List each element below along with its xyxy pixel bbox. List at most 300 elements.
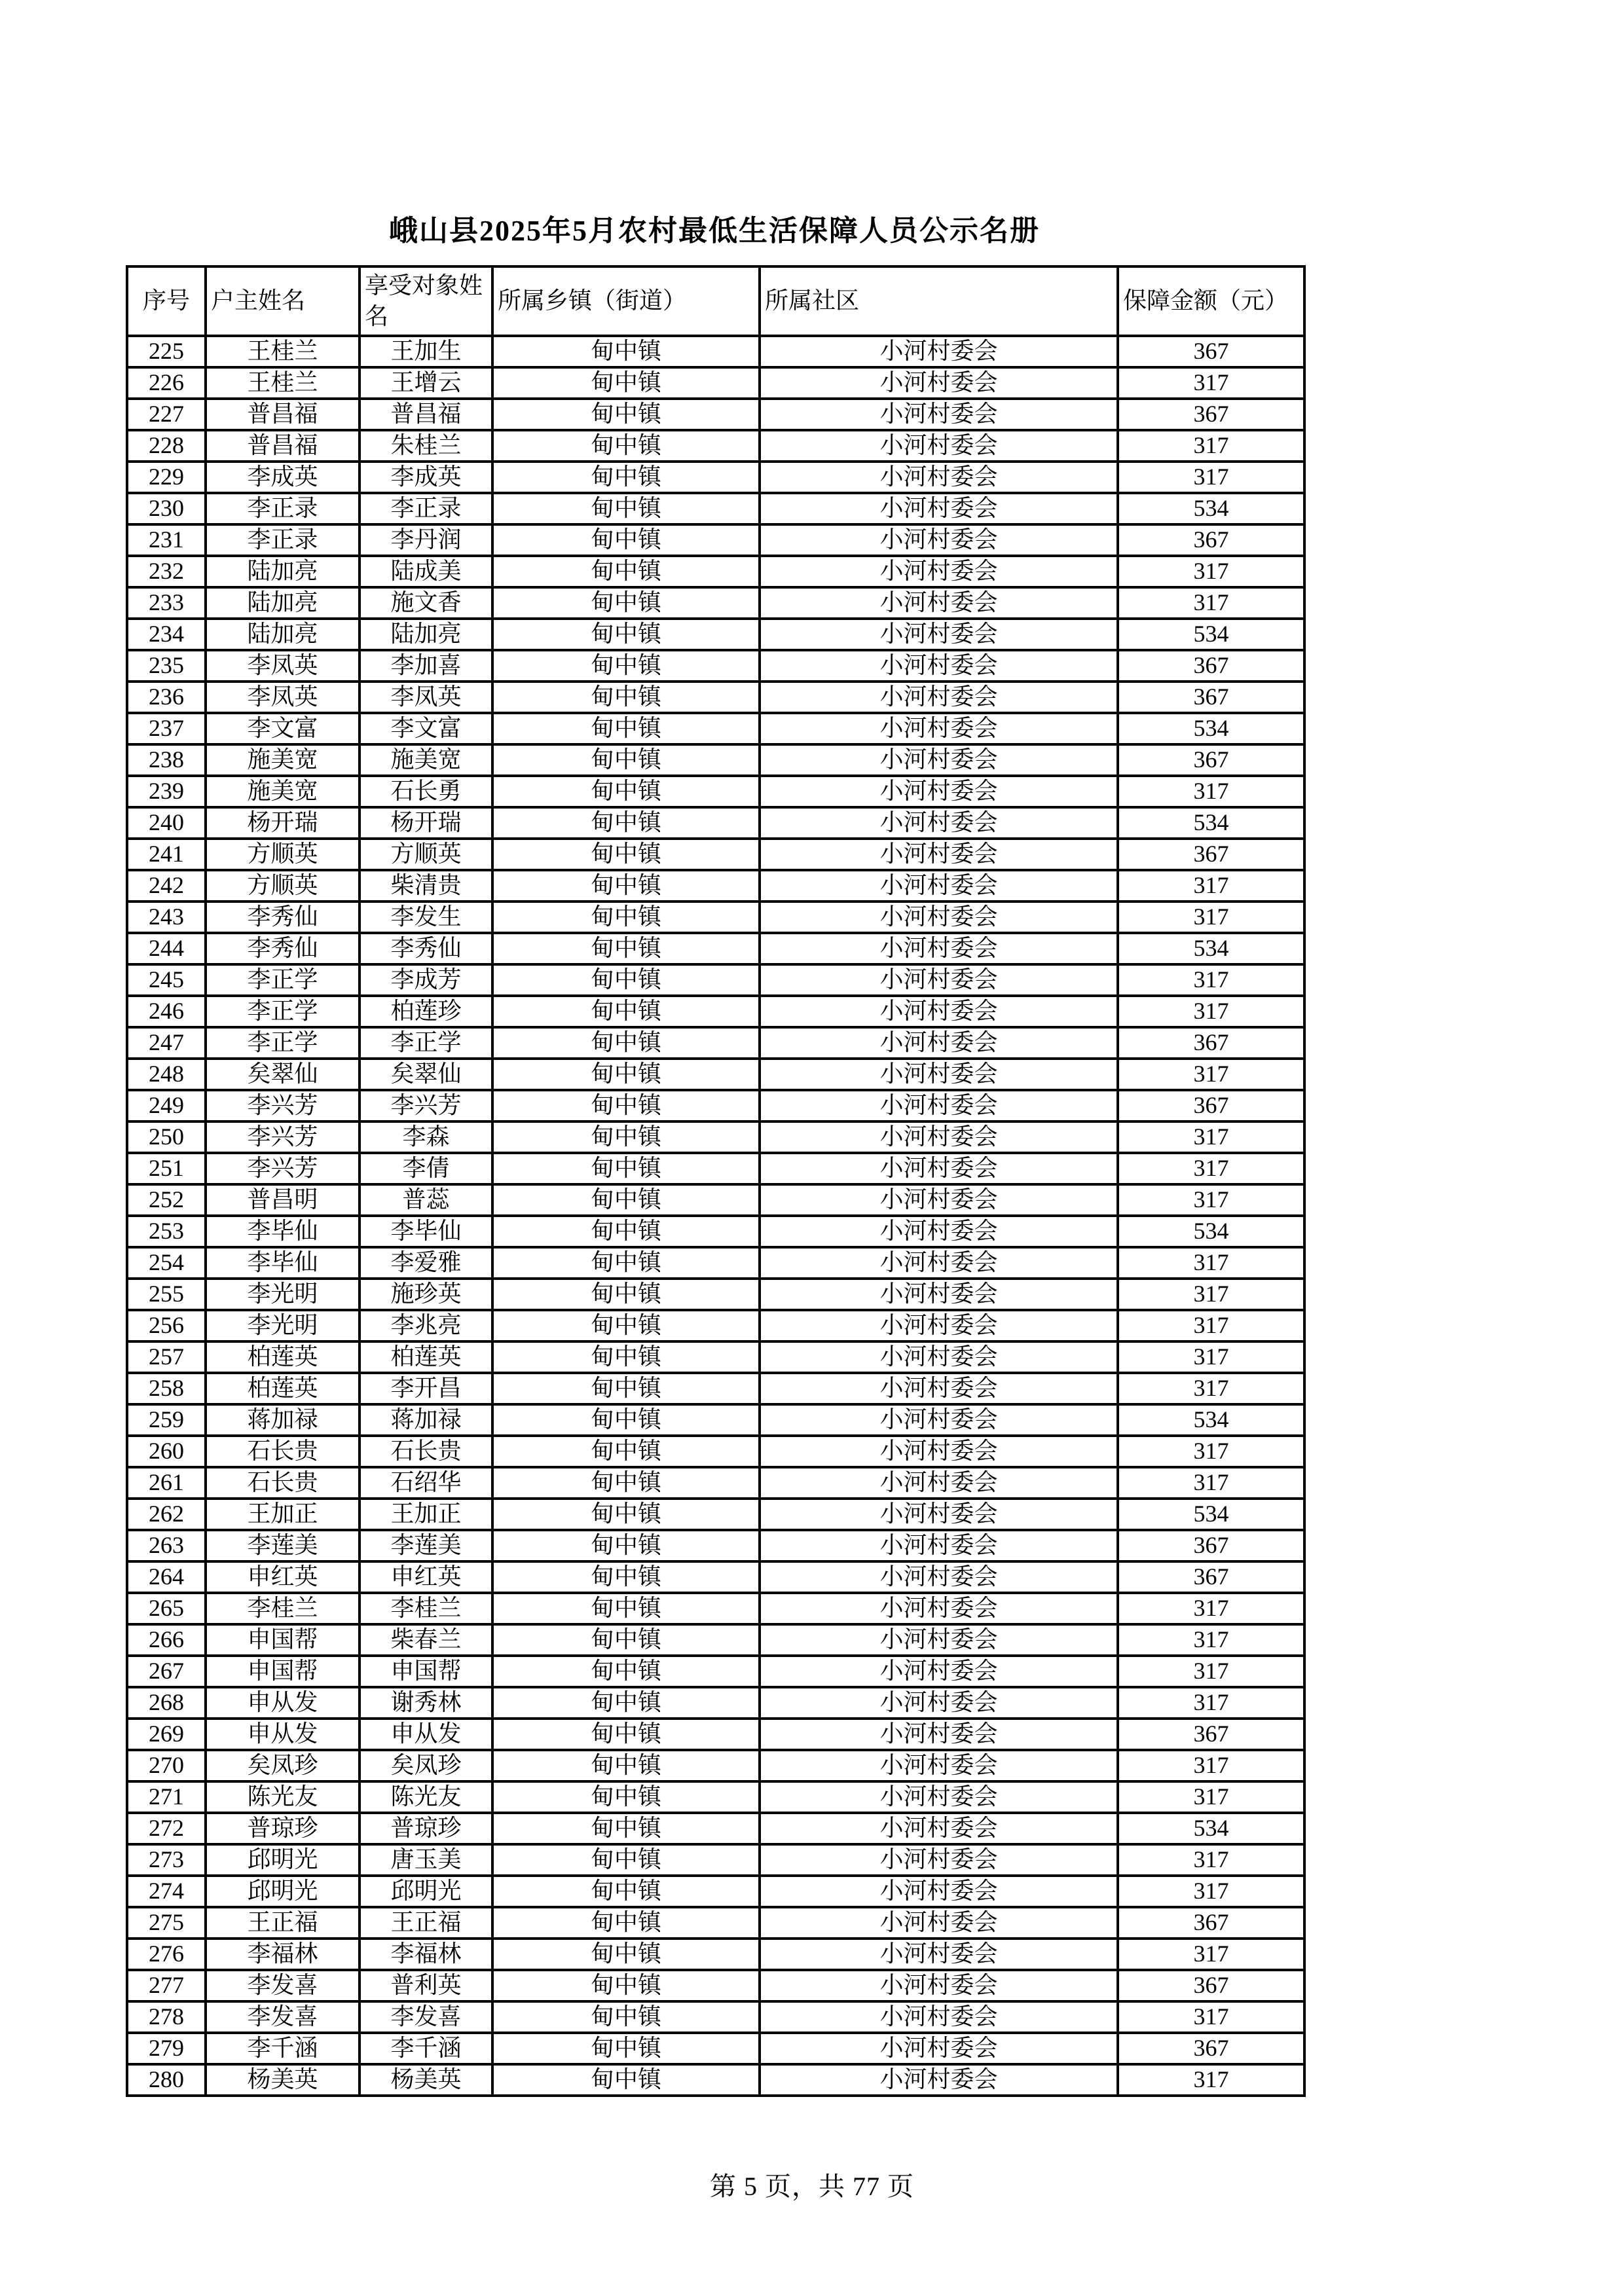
household-name-cell: 邱明光 [206,1876,360,1907]
community-cell: 小河村委会 [760,1970,1118,2001]
beneficiary-name-cell: 谢秀林 [360,1687,492,1719]
seq-cell: 259 [127,1404,206,1436]
table-row [127,619,1304,650]
township-cell: 甸中镇 [492,1121,760,1153]
amount-cell: 317 [1118,1373,1304,1404]
household-name-cell: 李成英 [206,462,360,493]
amount-cell: 317 [1118,870,1304,902]
seq-cell: 266 [127,1624,206,1656]
household-name-cell: 王桂兰 [206,367,360,399]
community-cell: 小河村委会 [760,1939,1118,1970]
seq-cell: 255 [127,1279,206,1310]
household-name-cell: 普昌福 [206,430,360,462]
township-cell: 甸中镇 [492,902,760,933]
township-cell: 甸中镇 [492,1687,760,1719]
amount-cell: 317 [1118,1687,1304,1719]
seq-cell: 239 [127,776,206,807]
table-row [127,839,1304,870]
beneficiary-name-cell: 李爱雅 [360,1247,492,1279]
township-cell: 甸中镇 [492,1499,760,1530]
column-header-household-name: 户主姓名 [206,266,360,336]
township-cell: 甸中镇 [492,1404,760,1436]
table-row [127,1279,1304,1310]
amount-cell: 317 [1118,1593,1304,1624]
household-name-cell: 王桂兰 [206,336,360,367]
table-row [127,1153,1304,1184]
community-cell: 小河村委会 [760,1561,1118,1593]
beneficiary-name-cell: 方顺英 [360,839,492,870]
table-row [127,1059,1304,1090]
township-cell: 甸中镇 [492,650,760,682]
township-cell: 甸中镇 [492,1656,760,1687]
beneficiary-name-cell: 矣翠仙 [360,1059,492,1090]
community-cell: 小河村委会 [760,1279,1118,1310]
table-row [127,1687,1304,1719]
seq-cell: 263 [127,1530,206,1561]
household-name-cell: 陆加亮 [206,619,360,650]
household-name-cell: 陆加亮 [206,556,360,587]
household-name-cell: 李文富 [206,713,360,744]
table-row [127,650,1304,682]
community-cell: 小河村委会 [760,1341,1118,1373]
amount-cell: 317 [1118,1121,1304,1153]
table-row [127,462,1304,493]
community-cell: 小河村委会 [760,1750,1118,1781]
beneficiary-name-cell: 柴春兰 [360,1624,492,1656]
table-row [127,713,1304,744]
table-row [127,1184,1304,1216]
household-name-cell: 石长贵 [206,1436,360,1467]
community-cell: 小河村委会 [760,650,1118,682]
community-cell: 小河村委会 [760,996,1118,1027]
amount-cell: 534 [1118,1499,1304,1530]
household-name-cell: 石长贵 [206,1467,360,1499]
beneficiary-name-cell: 王加生 [360,336,492,367]
community-cell: 小河村委会 [760,430,1118,462]
community-cell: 小河村委会 [760,462,1118,493]
community-cell: 小河村委会 [760,1499,1118,1530]
seq-cell: 227 [127,399,206,430]
township-cell: 甸中镇 [492,996,760,1027]
amount-cell: 317 [1118,1844,1304,1876]
beneficiary-name-cell: 柏莲珍 [360,996,492,1027]
seq-cell: 254 [127,1247,206,1279]
seq-cell: 241 [127,839,206,870]
community-cell: 小河村委会 [760,839,1118,870]
amount-cell: 317 [1118,1184,1304,1216]
community-cell: 小河村委会 [760,1624,1118,1656]
community-cell: 小河村委会 [760,1876,1118,1907]
table-row [127,1907,1304,1939]
seq-cell: 270 [127,1750,206,1781]
beneficiary-name-cell: 李加喜 [360,650,492,682]
table-row [127,399,1304,430]
column-header-township: 所属乡镇（街道） [492,266,760,336]
township-cell: 甸中镇 [492,933,760,964]
seq-cell: 267 [127,1656,206,1687]
beneficiary-name-cell: 陆成美 [360,556,492,587]
household-name-cell: 李莲美 [206,1530,360,1561]
beneficiary-name-cell: 李丹润 [360,524,492,556]
household-name-cell: 李正学 [206,1027,360,1059]
table-row [127,430,1304,462]
household-name-cell: 蒋加禄 [206,1404,360,1436]
community-cell: 小河村委会 [760,1719,1118,1750]
household-name-cell: 普昌明 [206,1184,360,1216]
amount-cell: 367 [1118,682,1304,713]
township-cell: 甸中镇 [492,807,760,839]
beneficiary-name-cell: 李发生 [360,902,492,933]
beneficiary-name-cell: 申红英 [360,1561,492,1593]
seq-cell: 275 [127,1907,206,1939]
seq-cell: 252 [127,1184,206,1216]
seq-cell: 231 [127,524,206,556]
township-cell: 甸中镇 [492,367,760,399]
community-cell: 小河村委会 [760,1184,1118,1216]
community-cell: 小河村委会 [760,619,1118,650]
township-cell: 甸中镇 [492,1813,760,1844]
household-name-cell: 李福林 [206,1939,360,1970]
amount-cell: 317 [1118,430,1304,462]
beneficiary-name-cell: 石长贵 [360,1436,492,1467]
table-row [127,807,1304,839]
table-row [127,996,1304,1027]
household-name-cell: 王加正 [206,1499,360,1530]
community-cell: 小河村委会 [760,870,1118,902]
table-row [127,1027,1304,1059]
community-cell: 小河村委会 [760,902,1118,933]
community-cell: 小河村委会 [760,776,1118,807]
township-cell: 甸中镇 [492,493,760,524]
seq-cell: 273 [127,1844,206,1876]
table-row [127,1436,1304,1467]
township-cell: 甸中镇 [492,1090,760,1121]
beneficiary-name-cell: 杨开瑞 [360,807,492,839]
seq-cell: 245 [127,964,206,996]
seq-cell: 262 [127,1499,206,1530]
township-cell: 甸中镇 [492,1593,760,1624]
household-name-cell: 邱明光 [206,1844,360,1876]
household-name-cell: 李光明 [206,1279,360,1310]
township-cell: 甸中镇 [492,1719,760,1750]
community-cell: 小河村委会 [760,1530,1118,1561]
amount-cell: 317 [1118,1467,1304,1499]
seq-cell: 226 [127,367,206,399]
table-row [127,493,1304,524]
household-name-cell: 李千涵 [206,2033,360,2064]
household-name-cell: 方顺英 [206,870,360,902]
community-cell: 小河村委会 [760,336,1118,367]
beneficiary-name-cell: 王增云 [360,367,492,399]
amount-cell: 534 [1118,807,1304,839]
beneficiary-name-cell: 李发喜 [360,2001,492,2033]
township-cell: 甸中镇 [492,1153,760,1184]
table-row [127,1719,1304,1750]
table-row [127,1970,1304,2001]
community-cell: 小河村委会 [760,682,1118,713]
household-name-cell: 李秀仙 [206,902,360,933]
community-cell: 小河村委会 [760,1404,1118,1436]
township-cell: 甸中镇 [492,1436,760,1467]
township-cell: 甸中镇 [492,1216,760,1247]
seq-cell: 236 [127,682,206,713]
community-cell: 小河村委会 [760,1687,1118,1719]
seq-cell: 271 [127,1781,206,1813]
beneficiary-name-cell: 石长勇 [360,776,492,807]
household-name-cell: 施美宽 [206,744,360,776]
township-cell: 甸中镇 [492,744,760,776]
seq-cell: 229 [127,462,206,493]
community-cell: 小河村委会 [760,744,1118,776]
table-row [127,1844,1304,1876]
table-row [127,1121,1304,1153]
table-row [127,682,1304,713]
amount-cell: 317 [1118,1876,1304,1907]
township-cell: 甸中镇 [492,713,760,744]
household-name-cell: 申从发 [206,1719,360,1750]
table-row [127,870,1304,902]
household-name-cell: 陈光友 [206,1781,360,1813]
beneficiary-name-cell: 矣凤珍 [360,1750,492,1781]
amount-cell: 317 [1118,1310,1304,1341]
community-cell: 小河村委会 [760,399,1118,430]
community-cell: 小河村委会 [760,1059,1118,1090]
township-cell: 甸中镇 [492,1781,760,1813]
amount-cell: 534 [1118,493,1304,524]
household-name-cell: 柏莲英 [206,1341,360,1373]
beneficiary-name-cell: 李莲美 [360,1530,492,1561]
beneficiary-name-cell: 朱桂兰 [360,430,492,462]
amount-cell: 367 [1118,839,1304,870]
amount-cell: 317 [1118,964,1304,996]
seq-cell: 250 [127,1121,206,1153]
table-row [127,1561,1304,1593]
township-cell: 甸中镇 [492,1907,760,1939]
beneficiary-name-cell: 王加正 [360,1499,492,1530]
community-cell: 小河村委会 [760,1467,1118,1499]
household-name-cell: 李正学 [206,996,360,1027]
household-name-cell: 李正录 [206,524,360,556]
community-cell: 小河村委会 [760,713,1118,744]
table-row [127,1341,1304,1373]
household-name-cell: 杨美英 [206,2064,360,2096]
seq-cell: 280 [127,2064,206,2096]
amount-cell: 367 [1118,1719,1304,1750]
amount-cell: 317 [1118,1750,1304,1781]
amount-cell: 367 [1118,744,1304,776]
household-name-cell: 李凤英 [206,682,360,713]
community-cell: 小河村委会 [760,1090,1118,1121]
beneficiary-name-cell: 李千涵 [360,2033,492,2064]
amount-cell: 367 [1118,1970,1304,2001]
community-cell: 小河村委会 [760,1656,1118,1687]
township-cell: 甸中镇 [492,1970,760,2001]
table-row [127,1216,1304,1247]
amount-cell: 534 [1118,1404,1304,1436]
township-cell: 甸中镇 [492,1279,760,1310]
household-name-cell: 柏莲英 [206,1373,360,1404]
beneficiary-name-cell: 李秀仙 [360,933,492,964]
roster-table [126,265,1306,2097]
amount-cell: 317 [1118,776,1304,807]
township-cell: 甸中镇 [492,399,760,430]
amount-cell: 317 [1118,2001,1304,2033]
community-cell: 小河村委会 [760,524,1118,556]
beneficiary-name-cell: 申从发 [360,1719,492,1750]
seq-cell: 243 [127,902,206,933]
table-row [127,1750,1304,1781]
table-row [127,587,1304,619]
beneficiary-name-cell: 李桂兰 [360,1593,492,1624]
amount-cell: 317 [1118,1279,1304,1310]
table-row [127,1624,1304,1656]
seq-cell: 257 [127,1341,206,1373]
community-cell: 小河村委会 [760,807,1118,839]
household-name-cell: 李正学 [206,964,360,996]
township-cell: 甸中镇 [492,524,760,556]
table-row [127,933,1304,964]
household-name-cell: 李秀仙 [206,933,360,964]
household-name-cell: 李兴芳 [206,1153,360,1184]
beneficiary-name-cell: 陆加亮 [360,619,492,650]
township-cell: 甸中镇 [492,839,760,870]
beneficiary-name-cell: 普利英 [360,1970,492,2001]
beneficiary-name-cell: 李正录 [360,493,492,524]
beneficiary-name-cell: 普昌福 [360,399,492,430]
community-cell: 小河村委会 [760,367,1118,399]
household-name-cell: 李桂兰 [206,1593,360,1624]
amount-cell: 317 [1118,996,1304,1027]
township-cell: 甸中镇 [492,2001,760,2033]
column-header-beneficiary-name: 享受对象姓名 [360,266,492,336]
household-name-cell: 申从发 [206,1687,360,1719]
beneficiary-name-cell: 施美宽 [360,744,492,776]
amount-cell: 317 [1118,902,1304,933]
household-name-cell: 申红英 [206,1561,360,1593]
seq-cell: 249 [127,1090,206,1121]
household-name-cell: 李正录 [206,493,360,524]
community-cell: 小河村委会 [760,2064,1118,2096]
column-header-seq: 序号 [127,266,206,336]
table-row [127,556,1304,587]
community-cell: 小河村委会 [760,556,1118,587]
seq-cell: 265 [127,1593,206,1624]
township-cell: 甸中镇 [492,1530,760,1561]
community-cell: 小河村委会 [760,1781,1118,1813]
beneficiary-name-cell: 王正福 [360,1907,492,1939]
beneficiary-name-cell: 李正学 [360,1027,492,1059]
seq-cell: 225 [127,336,206,367]
seq-cell: 274 [127,1876,206,1907]
township-cell: 甸中镇 [492,430,760,462]
beneficiary-name-cell: 柴清贵 [360,870,492,902]
seq-cell: 279 [127,2033,206,2064]
community-cell: 小河村委会 [760,1907,1118,1939]
beneficiary-name-cell: 李文富 [360,713,492,744]
household-name-cell: 施美宽 [206,776,360,807]
township-cell: 甸中镇 [492,1310,760,1341]
household-name-cell: 矣凤珍 [206,1750,360,1781]
table-row [127,2033,1304,2064]
seq-cell: 248 [127,1059,206,1090]
table-row [127,1467,1304,1499]
township-cell: 甸中镇 [492,2064,760,2096]
township-cell: 甸中镇 [492,1750,760,1781]
seq-cell: 258 [127,1373,206,1404]
household-name-cell: 李毕仙 [206,1247,360,1279]
beneficiary-name-cell: 李倩 [360,1153,492,1184]
seq-cell: 261 [127,1467,206,1499]
beneficiary-name-cell: 李兆亮 [360,1310,492,1341]
township-cell: 甸中镇 [492,682,760,713]
table-row [127,776,1304,807]
amount-cell: 317 [1118,367,1304,399]
township-cell: 甸中镇 [492,1184,760,1216]
table-row [127,2001,1304,2033]
table-row [127,1656,1304,1687]
table-row [127,1530,1304,1561]
amount-cell: 367 [1118,399,1304,430]
seq-cell: 238 [127,744,206,776]
amount-cell: 367 [1118,336,1304,367]
amount-cell: 317 [1118,1656,1304,1687]
household-name-cell: 王正福 [206,1907,360,1939]
seq-cell: 246 [127,996,206,1027]
household-name-cell: 李毕仙 [206,1216,360,1247]
amount-cell: 367 [1118,1561,1304,1593]
township-cell: 甸中镇 [492,1876,760,1907]
township-cell: 甸中镇 [492,1467,760,1499]
table-row [127,1247,1304,1279]
amount-cell: 534 [1118,619,1304,650]
seq-cell: 268 [127,1687,206,1719]
seq-cell: 251 [127,1153,206,1184]
community-cell: 小河村委会 [760,1813,1118,1844]
beneficiary-name-cell: 李兴芳 [360,1090,492,1121]
community-cell: 小河村委会 [760,2001,1118,2033]
amount-cell: 317 [1118,462,1304,493]
household-name-cell: 李发喜 [206,1970,360,2001]
seq-cell: 278 [127,2001,206,2033]
table-row [127,1373,1304,1404]
seq-cell: 253 [127,1216,206,1247]
amount-cell: 367 [1118,1530,1304,1561]
household-name-cell: 李凤英 [206,650,360,682]
beneficiary-name-cell: 施珍英 [360,1279,492,1310]
amount-cell: 367 [1118,1027,1304,1059]
household-name-cell: 陆加亮 [206,587,360,619]
table-row [127,902,1304,933]
beneficiary-name-cell: 唐玉美 [360,1844,492,1876]
household-name-cell: 李发喜 [206,2001,360,2033]
community-cell: 小河村委会 [760,933,1118,964]
table-body [127,336,1304,2096]
column-header-community: 所属社区 [760,266,1118,336]
seq-cell: 276 [127,1939,206,1970]
amount-cell: 534 [1118,933,1304,964]
household-name-cell: 李兴芳 [206,1090,360,1121]
page-title: 峨山县2025年5月农村最低生活保障人员公示名册 [389,215,1040,247]
table-row [127,2064,1304,2096]
community-cell: 小河村委会 [760,1121,1118,1153]
township-cell: 甸中镇 [492,1844,760,1876]
township-cell: 甸中镇 [492,776,760,807]
table-row [127,1813,1304,1844]
seq-cell: 228 [127,430,206,462]
table-row [127,524,1304,556]
township-cell: 甸中镇 [492,1561,760,1593]
amount-cell: 317 [1118,587,1304,619]
